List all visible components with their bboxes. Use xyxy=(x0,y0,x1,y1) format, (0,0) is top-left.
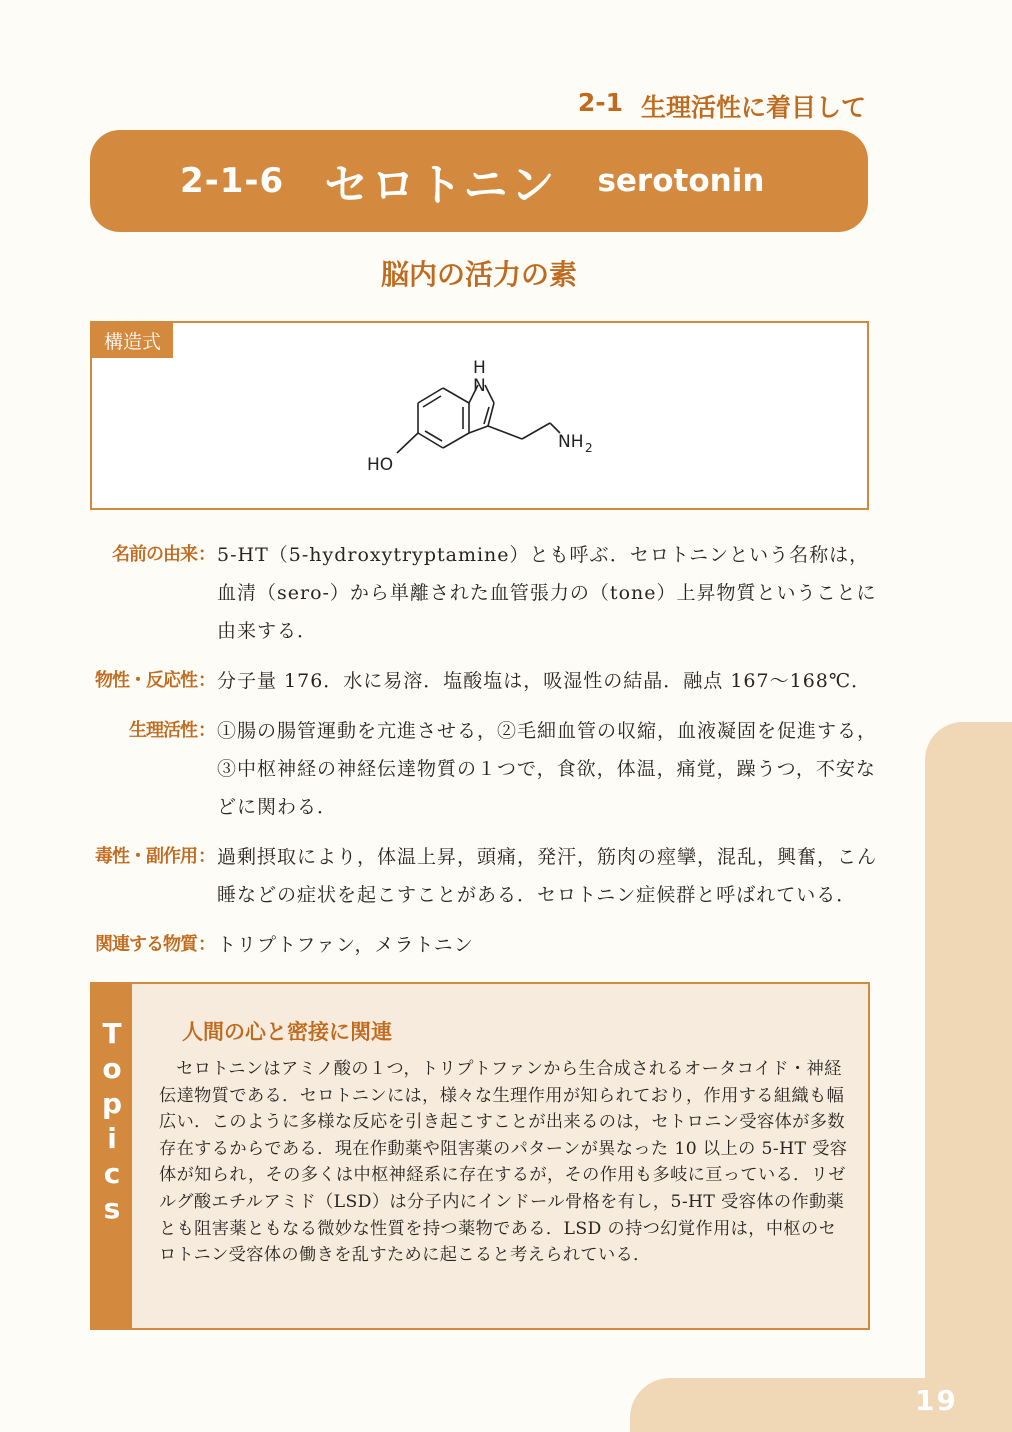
property-label: 名前の由来 xyxy=(112,544,197,565)
topics-letter: i xyxy=(107,1122,117,1155)
topics-letter: T xyxy=(102,1017,122,1050)
property-text: 過剰摂取により，体温上昇，頭痛，発汗，筋肉の痙攣，混乱，興奮，こん睡などの症状を起こすことがある．セロトニン症候群と呼ばれている． xyxy=(217,846,878,906)
property-related xyxy=(90,926,880,964)
page-number: 19 xyxy=(915,1384,958,1417)
topics-letter: s xyxy=(103,1192,121,1225)
property-label: 物性・反応性 xyxy=(95,670,197,691)
page-subtitle: 脳内の活力の素 xyxy=(380,258,577,291)
section-number: 2-1 xyxy=(577,88,623,117)
property-text: 5-HT（5-hydroxytryptamine）とも呼ぶ．セロトニンという名称は，血清（sero-）から単離された血管張力の（tone）上昇物質ということに由来する． xyxy=(217,544,877,642)
property-colon: ： xyxy=(198,934,216,955)
property-label: 生理活性 xyxy=(129,720,197,741)
atom-amine: NH xyxy=(558,432,584,452)
property-physiological xyxy=(90,712,880,826)
property-label: 関連する物質 xyxy=(95,934,197,955)
property-name-origin xyxy=(90,536,880,650)
property-label: 毒性・副作用 xyxy=(95,846,197,867)
title-jp: セロトニン xyxy=(324,160,558,211)
topics-letter: c xyxy=(103,1157,121,1190)
topics-body: セロトニンはアミノ酸の１つ，トリプトファンから生合成されるオータコイド・神経伝達物質である．セロトニンには，様々な生理作用が知られており，作用する組織も幅広い．このように多様な反応を引き起こすことが出来るのは，セトロニン受容体が多数存在するからである．現在作動薬や阻害薬のパターンが異なった 10 以上の 5-HT 受容体が知られ，その多くは中枢神経系に存在するが，その作用も多岐に亘っている．リゼルグ酸エチルアミド（LSD）は分子内にインドール骨格を有し，5-HT 受容体の作動薬とも阻害薬ともなる微妙な性質を持つ薬物である．LSD の持つ幻覚作用は，中枢のセロトニン受容体の働きを乱すために起こると考えられている． xyxy=(159,1059,848,1266)
section-title: 生理活性に着目して xyxy=(640,93,866,122)
atom-amine-subscript: 2 xyxy=(585,441,593,455)
topics-letter: o xyxy=(102,1052,122,1085)
property-physical xyxy=(90,662,880,700)
topics-side-bar xyxy=(92,984,132,1328)
structure-box xyxy=(90,321,869,510)
atom-n: N xyxy=(473,376,486,396)
atom-h: H xyxy=(473,358,486,378)
property-colon: ： xyxy=(198,720,216,741)
property-colon: ： xyxy=(198,544,216,565)
topics-vertical-label xyxy=(92,1016,132,1226)
property-text: ①腸の腸管運動を亢進させる，②毛細血管の収縮，血液凝固を促進する，③中枢神経の神経伝達物質の１つで，食欲，体温，痛覚，躁うつ，不安などに関わる． xyxy=(217,720,878,818)
title-number: 2-1-6 xyxy=(180,161,285,201)
section-header xyxy=(578,88,866,124)
title-banner xyxy=(90,130,868,232)
property-text: トリプトファン，メラトニン xyxy=(217,934,474,956)
topics-box xyxy=(90,982,870,1330)
topics-heading: 人間の心と密接に関連 xyxy=(182,1020,392,1044)
property-colon: ： xyxy=(198,670,216,691)
property-text: 分子量 176．水に易溶．塩酸塩は，吸湿性の結晶．融点 167〜168℃． xyxy=(217,670,872,692)
serotonin-structure-diagram xyxy=(92,323,867,508)
side-tab-decoration xyxy=(925,722,1012,1432)
property-toxicity xyxy=(90,838,880,914)
property-colon: ： xyxy=(198,846,216,867)
title-en: serotonin xyxy=(597,163,765,199)
topics-letter: p xyxy=(101,1087,123,1120)
structure-label: 構造式 xyxy=(92,323,173,358)
property-list xyxy=(90,536,880,976)
atom-hydroxy: HO xyxy=(367,455,394,475)
